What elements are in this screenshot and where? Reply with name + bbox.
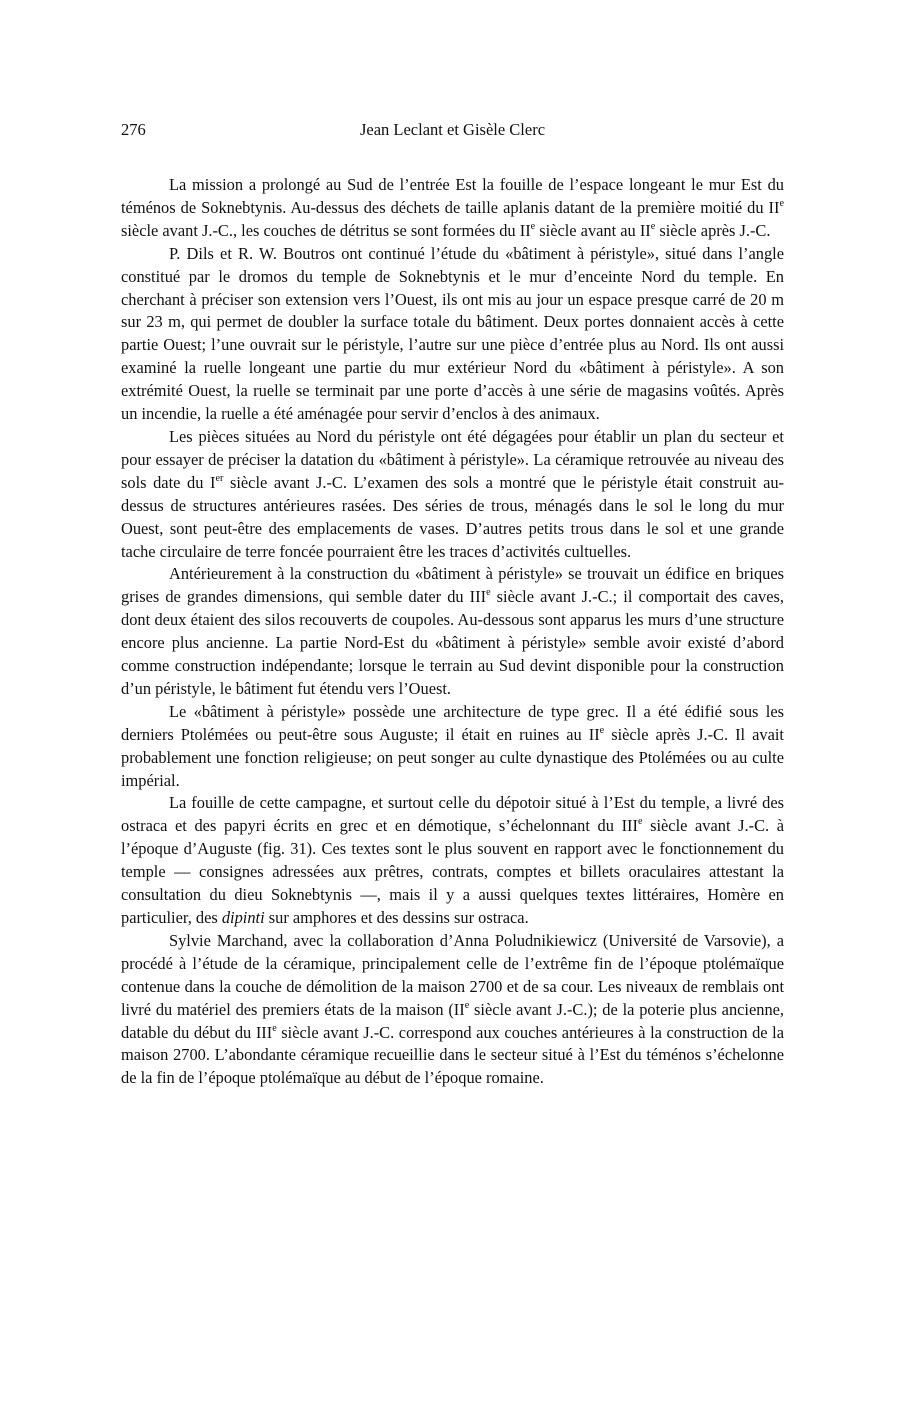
text-run: siècle avant J.-C. à l’époque d’Auguste (fig. 31). Ces textes sont le plus souvent en rapport avec le fonctionnement du temple — consignes adressées aux prêtres, contrats, comptes et billets oraculaires attestant la consultation du dieu Soknebtynis —, mais il y a aussi quelques textes littéraires, Homère en particulier, des [121,816,784,927]
page-header [121,120,784,144]
superscript: e [530,220,536,232]
superscript: e [599,724,605,736]
paragraph [121,792,784,929]
text-run: sur amphores et des dessins sur ostraca. [264,908,529,927]
text-run: Le «bâtiment à péristyle» possède une architecture de type grec. Il a été édifié sous les derniers Ptolémées ou peut-être sous Auguste; il était en ruines au II [121,701,784,744]
text-run: P. Dils et R. W. Boutros ont continué l’étude du «bâtiment à péristyle», situé dans l’angle constitué par le dromos du temple de Soknebtynis et le mur d’enceinte Nord du temple. En cherchant à préciser son extension vers l’Ouest, ils ont mis au jour un espace presque carré de 20 m sur 23 m, qui permet de doubler la surface totale du bâtiment. Deux portes donnaient accès à cette partie Ouest; l’une ouvrait sur le péristyle, l’autre sur une pièce d’entrée plus au Nord. Ils ont aussi examiné la ruelle longeant une partie du mur extérieur Nord du «bâtiment à péristyle». A son extrémité Ouest, la ruelle se terminait par une porte d’accès à une série de magasins voûtés. Après un incendie, la ruelle a été aménagée pour servir d’enclos à des animaux. [121,243,784,424]
text-run: siècle avant J.-C. correspond aux couches antérieures à la construction de la maison 2700. L’abondante céramique recueillie dans le secteur situé à l’Est du téménos s’échelonne de la fin de l’époque ptolémaïque au début de l’époque romaine. [121,1022,784,1088]
text-run: siècle avant J.-C. L’examen des sols a montré que le péristyle était construit au-dessus de structures antérieures rasées. Des séries de trous, ménagés dans le sol le long du mur Ouest, sont peut-être des emplacements de vases. D’autres petits trous dans le sol et une grande tache circulaire de terre foncée pourraient être les traces d’activités cultuelles. [121,472,784,561]
text-run: La fouille de cette campagne, et surtout celle du dépotoir situé à l’Est du temple, a livré des ostraca et des papyri écrits en grec et en démotique, s’échelonnant du III [121,793,784,836]
text-run: Les pièces situées au Nord du péristyle ont été dégagées pour établir un plan du secteur et pour essayer de préciser la datation du «bâtiment à péristyle». La céramique retrouvée au niveau des sols date du I [121,426,784,492]
paragraph [121,426,784,563]
text-run: Antérieurement à la construction du «bâtiment à péristyle» se trouvait un édifice en briques grises de grandes dimensions, qui semble dater du III [121,564,784,607]
paragraph [121,930,784,1090]
body-text [121,174,784,1090]
superscript: e [650,220,656,232]
superscript: e [779,197,784,209]
superscript: e [637,816,643,828]
paragraph [121,174,784,243]
text-run: siècle avant J.-C., les couches de détritus se sont formées du II [121,220,531,240]
paragraph [121,563,784,700]
text-run: siècle avant J.-C.); de la poterie plus ancienne, datable du début du III [121,999,785,1042]
text-run: Sylvie Marchand, avec la collaboration d’Anna Poludnikiewicz (Université de Varsovie), a procédé à l’étude de la céramique, principalement celle de l’extrême fin de l’époque ptolémaïque contenue dans la couche de démolition de la maison 2700 et de sa cour. Les niveaux de remblais ont livré du matériel des premiers états de la maison (II [121,930,784,1019]
text-run: siècle après J.-C. Il avait probablement une fonction religieuse; on peut songer au culte dynastique des Ptolémées ou au culte impérial. [121,724,784,790]
paragraph [121,243,784,426]
text-run: siècle après J.-C. [655,220,771,240]
running-head: Jean Leclant et Gisèle Clerc [359,120,546,139]
text-run: siècle avant J.-C.; il comportait des caves, dont deux étaient des silos recouverts de coupoles. Au-dessous sont apparus les murs d’une structure encore plus ancienne. La partie Nord-Est du «bâtiment à péristyle» semble avoir existé d’abord comme construction indépendante; lorsque le terrain au Sud devint disponible pour la construction d’un péristyle, le bâtiment fut étendu vers l’Ouest. [121,587,784,698]
italic-term: dipinti [221,908,265,927]
superscript: e [464,999,470,1011]
text-run: La mission a prolongé au Sud de l’entrée Est la fouille de l’espace longeant le mur Est du téménos de Soknebtynis. Au-dessus des déchets de taille aplanis datant de la première moitié du II [121,175,784,217]
superscript: er [215,472,224,484]
page-number: 276 [121,120,146,139]
superscript: e [272,1022,277,1034]
superscript: e [486,587,491,599]
text-run: siècle avant au II [535,220,651,240]
paragraph [121,701,784,793]
